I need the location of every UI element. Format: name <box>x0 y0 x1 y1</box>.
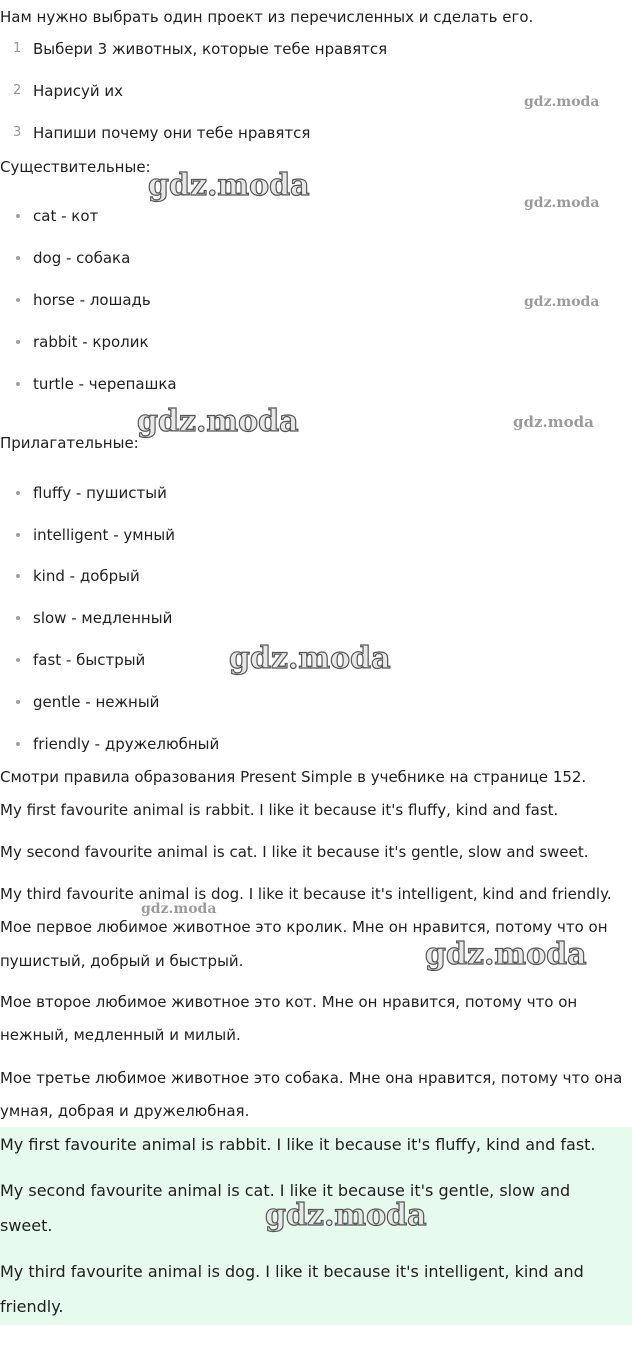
step-number: 3 <box>13 125 22 140</box>
rule-note: Смотри правила образования Present Simple в учебнике на странице 152. <box>0 768 587 786</box>
answer-line: My third favourite animal is dog. I like it because it's intelligent, kind and <box>0 1262 584 1281</box>
step-text: Нарисуй их <box>33 82 124 100</box>
watermark: gdz.moda <box>524 195 600 211</box>
russian-line: нежный, медленный и милый. <box>0 1026 241 1044</box>
nouns-heading: Существительные: <box>0 158 151 176</box>
bullet-icon <box>16 742 20 746</box>
watermark: gdz.moda <box>265 1198 427 1233</box>
bullet-icon <box>16 382 20 386</box>
watermark: gdz.moda <box>425 937 587 972</box>
watermark: gdz.moda <box>524 294 600 310</box>
russian-line: пушистый, добрый и быстрый. <box>0 952 244 970</box>
adjective-text: fast - быстрый <box>33 651 146 669</box>
noun-text: turtle - черепашка <box>33 375 177 393</box>
bullet-icon <box>16 616 20 620</box>
english-sentence: My second favourite animal is cat. I like it because it's gentle, slow and sweet. <box>0 843 589 861</box>
watermark: gdz.moda <box>229 641 391 676</box>
russian-line: Мое первое любимое животное это кролик. Мне он нравится, потому что он <box>0 918 608 936</box>
answer-line: My first favourite animal is rabbit. I like it because it's fluffy, kind and fast. <box>0 1135 596 1154</box>
watermark: gdz.moda <box>513 413 594 431</box>
english-sentence: My third favourite animal is dog. I like it because it's intelligent, kind and friendly. <box>0 885 612 903</box>
russian-line: Мое второе любимое животное это кот. Мне он нравится, потому что он <box>0 993 578 1011</box>
adjectives-heading: Прилагательные: <box>0 434 139 452</box>
bullet-icon <box>16 298 20 302</box>
bullet-icon <box>16 491 20 495</box>
answer-line: sweet. <box>0 1216 53 1235</box>
bullet-icon <box>16 533 20 537</box>
step-number: 2 <box>13 83 22 98</box>
adjective-text: kind - добрый <box>33 567 140 585</box>
adjective-text: friendly - дружелюбный <box>33 735 220 753</box>
russian-line: Мое третье любимое животное это собака. Мне она нравится, потому что она <box>0 1069 623 1087</box>
watermark: gdz.moda <box>148 168 310 203</box>
noun-text: rabbit - кролик <box>33 333 149 351</box>
adjective-text: intelligent - умный <box>33 526 175 544</box>
watermark: gdz.moda <box>524 94 600 110</box>
answer-line: My second favourite animal is cat. I like it because it's gentle, slow and <box>0 1181 571 1200</box>
watermark: gdz.moda <box>137 404 299 439</box>
english-sentence: My first favourite animal is rabbit. I like it because it's fluffy, kind and fast. <box>0 801 559 819</box>
russian-line: умная, добрая и дружелюбная. <box>0 1102 250 1120</box>
watermark: gdz.moda <box>141 901 217 917</box>
noun-text: dog - собака <box>33 249 131 267</box>
step-text: Напиши почему они тебе нравятся <box>33 124 311 142</box>
bullet-icon <box>16 574 20 578</box>
adjective-text: gentle - нежный <box>33 693 160 711</box>
bullet-icon <box>16 700 20 704</box>
answer-highlight <box>0 1127 632 1325</box>
answer-line: friendly. <box>0 1297 64 1316</box>
noun-text: horse - лошадь <box>33 291 151 309</box>
bullet-icon <box>16 658 20 662</box>
step-number: 1 <box>13 41 22 56</box>
adjective-text: slow - медленный <box>33 609 173 627</box>
bullet-icon <box>16 214 20 218</box>
intro-text: Нам нужно выбрать один проект из перечисленных и сделать его. <box>0 8 534 26</box>
step-text: Выбери 3 животных, которые тебе нравятся <box>33 40 388 58</box>
adjective-text: fluffy - пушистый <box>33 484 167 502</box>
noun-text: cat - кот <box>33 207 99 225</box>
bullet-icon <box>16 340 20 344</box>
bullet-icon <box>16 256 20 260</box>
